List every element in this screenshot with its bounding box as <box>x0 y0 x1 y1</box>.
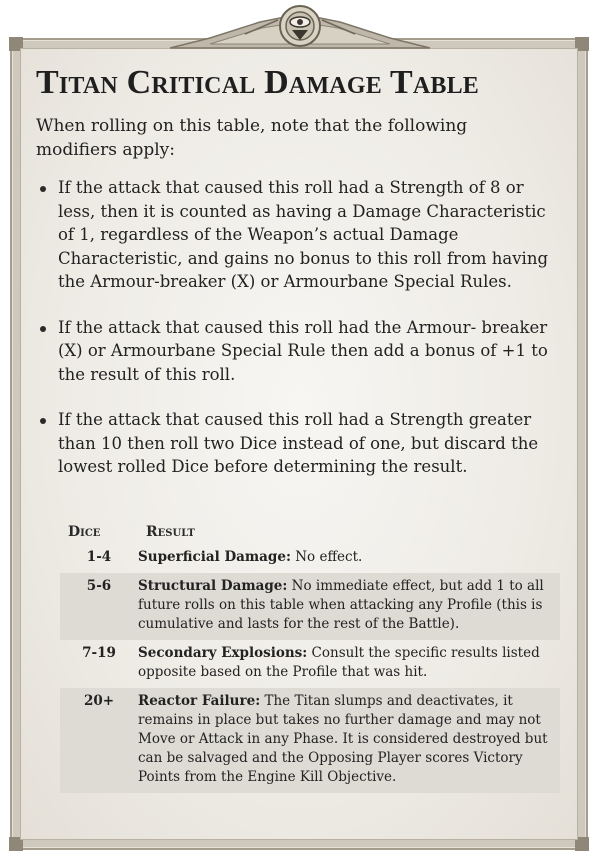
list-item <box>36 176 566 294</box>
page-title: Titan Critical Damage Table <box>36 64 480 101</box>
result-name: Reactor Failure: <box>138 693 261 709</box>
list-item <box>36 316 566 387</box>
intro-text: When rolling on this table, note that the following modifiers apply: <box>36 116 468 160</box>
result-text: The Titan slumps and deactivates, it remains in place but takes no further damage and may not Move or Attack in any Phase. It is considered destroyed but can be salvaged and the Opposing Player scores Victory Points from the Engine Kill Objective. <box>138 693 548 785</box>
result-name: Secondary Explosions: <box>138 645 308 661</box>
result-name: Structural Damage: <box>138 578 288 594</box>
column-header-dice: Dice <box>68 524 101 540</box>
bullet-icon <box>40 418 46 424</box>
table-header <box>60 520 560 544</box>
column-header-result: Result <box>146 524 195 540</box>
bullet-text: If the attack that caused this roll had a Strength greater than 10 then roll two Dice instead of one, but discard the lowest rolled Dice before determining the result. <box>58 410 539 476</box>
result-cell <box>138 644 560 682</box>
result-cell <box>138 692 560 787</box>
result-text: No immediate effect, but add 1 to all future rolls on this table when attacking any Profile (this is cumulative and lasts for the rest of the Battle). <box>138 578 544 632</box>
result-cell <box>138 577 560 634</box>
bullet-text: If the attack that caused this roll had the Armour- breaker (X) or Armourbane Special Rule then add a bonus of +1 to the result of this roll. <box>58 317 548 384</box>
list-item <box>36 408 566 479</box>
dice-cell: 20+ <box>83 693 115 709</box>
result-text: Consult the specific results listed opposite based on the Profile that was hit. <box>138 645 540 680</box>
bullet-text: If the attack that caused this roll had a Strength of 8 or less, then it is counted as having a Damage Characteristic of 1, regardless of the Weapon’s actual Damage Characteristic, and gains no bonus to this roll from having the Armour-breaker (X) or Armourbane Special Rules. <box>58 178 549 291</box>
bullet-icon <box>40 326 46 332</box>
result-text: No effect. <box>290 549 363 565</box>
dice-cell: 1-4 <box>86 549 112 565</box>
bullet-icon <box>40 186 46 192</box>
dice-cell: 7-19 <box>82 645 116 661</box>
table-row <box>60 544 560 573</box>
dice-cell: 5-6 <box>86 578 112 594</box>
result-name: Superficial Damage: <box>138 549 291 565</box>
result-cell <box>138 548 560 567</box>
winged-skull-crest-icon <box>150 0 450 52</box>
modifier-list <box>36 176 566 501</box>
table-row <box>60 640 560 688</box>
damage-table <box>60 520 560 793</box>
table-row <box>60 688 560 793</box>
table-row <box>60 573 560 640</box>
